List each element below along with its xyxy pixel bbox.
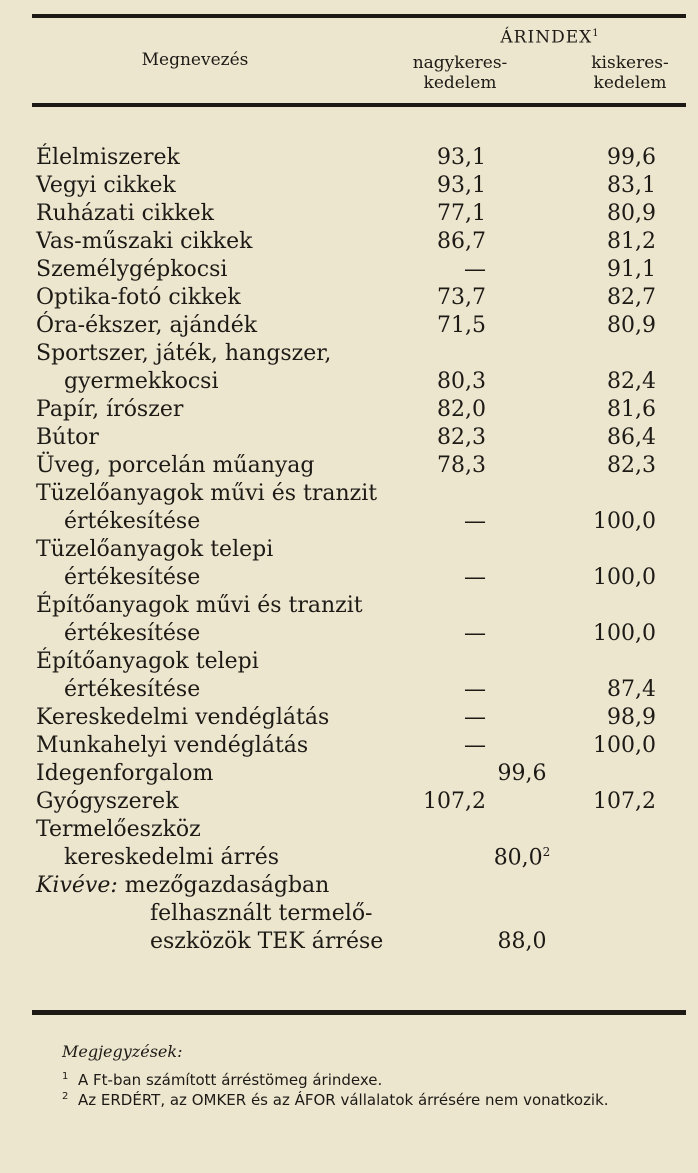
wholesale-value: — (464, 621, 486, 646)
table-row (36, 284, 686, 312)
retail-value: 107,2 (593, 789, 656, 814)
combined-value-footnote: 2 (542, 844, 551, 859)
table-row (36, 144, 686, 172)
header-retail-line2: kedelem (593, 73, 667, 93)
combined-value-number: 80,0 (493, 845, 543, 870)
header-wholesale-line2: kedelem (423, 73, 497, 93)
footnote-number: 1 (62, 1071, 69, 1082)
retail-value: 99,6 (607, 145, 656, 170)
wholesale-value: — (464, 509, 486, 534)
row-name: Vas-műszaki cikkek (36, 229, 253, 254)
wholesale-value: — (464, 677, 486, 702)
table-row (36, 424, 686, 452)
row-name (36, 536, 273, 592)
table-row (36, 228, 686, 256)
table-row (36, 312, 686, 340)
wholesale-value: 82,3 (437, 425, 486, 450)
price-index-table (36, 144, 686, 956)
row-name (36, 816, 279, 872)
row-name: Ruházati cikkek (36, 201, 214, 226)
header-index-label: ÁRINDEX (500, 27, 593, 48)
table-row (36, 872, 686, 956)
row-name (36, 592, 363, 648)
header-wholesale-column (390, 53, 530, 93)
wholesale-value: — (464, 733, 486, 758)
table-row (36, 396, 686, 424)
retail-value: 81,6 (607, 397, 656, 422)
header-name-column: Megnevezés (141, 50, 249, 70)
wholesale-value: 77,1 (437, 201, 486, 226)
retail-value: 98,9 (607, 705, 656, 730)
table-row (36, 704, 686, 732)
row-name (36, 648, 259, 704)
wholesale-value: 73,7 (437, 285, 486, 310)
footnote-text: A Ft-ban számított árréstömeg árindexe. (78, 1071, 383, 1089)
wholesale-value: — (464, 705, 486, 730)
wholesale-value: 80,3 (437, 369, 486, 394)
row-name: Kereskedelmi vendéglátás (36, 705, 330, 730)
header-rule (32, 103, 686, 107)
table-row (36, 760, 686, 788)
row-name: Óra-ékszer, ajándék (36, 313, 258, 338)
row-name: Személygépkocsi (36, 257, 228, 282)
row-name (36, 480, 377, 536)
row-name: Idegenforgalom (36, 761, 214, 786)
table-row (36, 340, 686, 396)
row-name-line1: Tüzelőanyagok művi és tranzit (36, 481, 378, 506)
retail-value: 82,3 (607, 453, 656, 478)
wholesale-value: 93,1 (437, 145, 486, 170)
row-name-line2: gyermekkocsi (64, 369, 219, 394)
row-name-line1: Építőanyagok telepi (36, 649, 259, 674)
row-name-line3: eszközök TEK árrése (150, 929, 384, 954)
row-name-line1: Sportszer, játék, hangszer, (36, 341, 332, 366)
table-row (36, 256, 686, 284)
retail-value: 100,0 (593, 565, 656, 590)
table-row (36, 536, 686, 592)
table-row (36, 480, 686, 536)
table-row (36, 648, 686, 704)
table-row (36, 452, 686, 480)
row-name: Üveg, porcelán műanyag (36, 453, 315, 478)
row-name (36, 872, 383, 956)
wholesale-value: 71,5 (437, 313, 486, 338)
row-name-line2: értékesítése (64, 621, 201, 646)
footnote-item (62, 1090, 682, 1110)
row-name: Vegyi cikkek (36, 173, 176, 198)
footnote-text: Az ERDÉRT, az OMKER és az ÁFOR vállalatok árrésére nem vonatkozik. (78, 1091, 609, 1109)
footnotes (62, 1042, 682, 1110)
wholesale-value: 93,1 (437, 173, 486, 198)
row-name-line2: értékesítése (64, 565, 201, 590)
table-row (36, 200, 686, 228)
header-retail-column (570, 53, 690, 93)
top-rule (32, 14, 686, 18)
combined-value: 99,6 (497, 761, 547, 786)
table-row (36, 788, 686, 816)
retail-value: 83,1 (607, 173, 656, 198)
row-name: Élelmiszerek (36, 145, 180, 170)
header-index-column (470, 24, 630, 48)
header-wholesale-line1: nagykeres- (412, 53, 508, 73)
exception-label: Kivéve: (36, 873, 118, 898)
table-row (36, 732, 686, 760)
row-name: Optika-fotó cikkek (36, 285, 241, 310)
row-name-line2: értékesítése (64, 677, 201, 702)
retail-value: 87,4 (607, 677, 656, 702)
wholesale-value: 82,0 (437, 397, 486, 422)
retail-value: 86,4 (607, 425, 656, 450)
wholesale-value: 107,2 (423, 789, 486, 814)
wholesale-value: 86,7 (437, 229, 486, 254)
retail-value: 81,2 (607, 229, 656, 254)
retail-value: 100,0 (593, 733, 656, 758)
row-name: Munkahelyi vendéglátás (36, 733, 309, 758)
row-name: Bútor (36, 425, 99, 450)
footnote-item (62, 1070, 682, 1090)
retail-value: 91,1 (607, 257, 656, 282)
retail-value: 100,0 (593, 621, 656, 646)
wholesale-value: — (464, 565, 486, 590)
table-row (36, 592, 686, 648)
row-name (36, 340, 331, 396)
retail-value: 82,4 (607, 369, 656, 394)
row-name-line2: értékesítése (64, 509, 201, 534)
row-name: Papír, írószer (36, 397, 184, 422)
table-row (36, 172, 686, 200)
combined-value: 88,0 (497, 929, 547, 954)
wholesale-value: — (464, 257, 486, 282)
footnote-number: 2 (62, 1091, 69, 1102)
header-retail-line1: kiskeres- (591, 53, 669, 73)
combined-value (482, 838, 562, 872)
row-name-line1: mezőgazdaságban (124, 873, 330, 898)
row-name-line1: Építőanyagok művi és tranzit (36, 593, 363, 618)
row-name-line1: Tüzelőanyagok telepi (36, 537, 274, 562)
retail-value: 80,9 (607, 201, 656, 226)
footnotes-title: Megjegyzések: (62, 1042, 183, 1061)
row-name-line1: Termelőeszköz (36, 817, 201, 842)
wholesale-value: 78,3 (437, 453, 486, 478)
row-name: Gyógyszerek (36, 789, 179, 814)
retail-value: 100,0 (593, 509, 656, 534)
retail-value: 82,7 (607, 285, 656, 310)
row-name-line2: felhasznált termelő- (150, 901, 373, 926)
header-index-footnote: 1 (592, 28, 600, 39)
bottom-rule (32, 1010, 686, 1015)
row-name-line2: kereskedelmi árrés (64, 845, 280, 870)
retail-value: 80,9 (607, 313, 656, 338)
table-row (36, 816, 686, 872)
